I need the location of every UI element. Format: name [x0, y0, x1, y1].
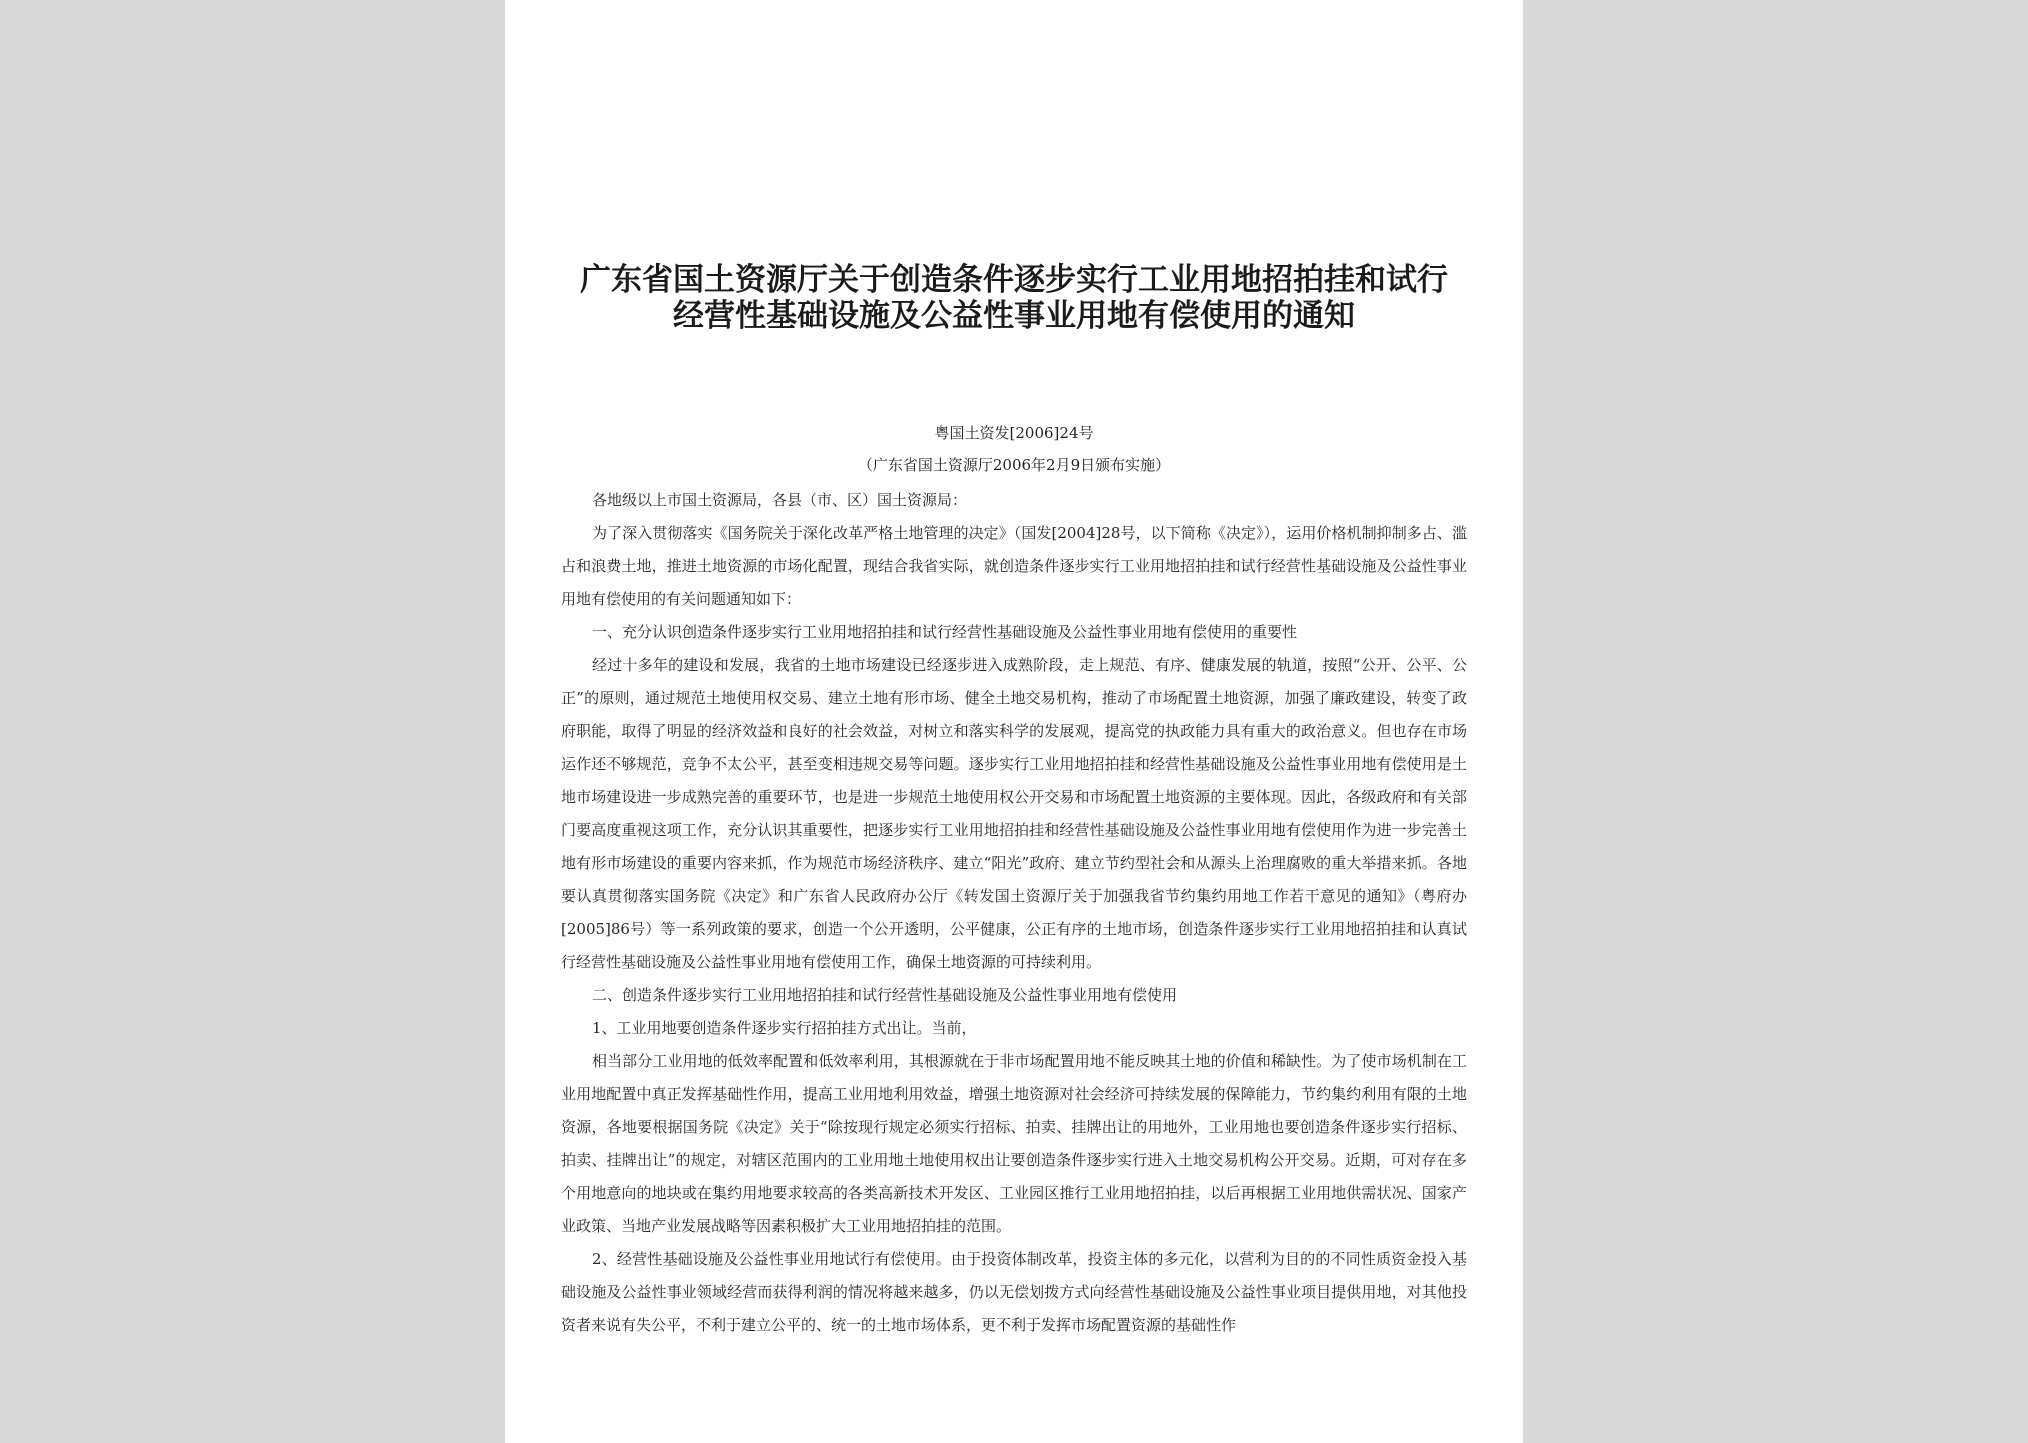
document-number: 粤国土资发[2006]24号 [934, 424, 1094, 442]
body-paragraph: 相当部分工业用地的低效率配置和低效率利用，其根源就在于非市场配置用地不能反映其土地的价值和稀缺性。为了使市场机制在工业用地配置中真正发挥基础性作用，提高工业用地利用效益，增强土地资源对社会经济可持续发展的保障能力，节约集约利用有限的土地资源，各地要根据国务院《决定》关于“除按现行规定必须实行招标、拍卖、挂牌出让的用地外，工业用地也要创造条件逐步实行招标、拍卖、挂牌出让”的规定，对辖区范围内的工业用地土地使用权出让要创造条件逐步实行进入土地交易机构公开交易。近期，可对存在多个用地意向的地块或在集约用地要求较高的各类高新技术开发区、工业园区推行工业用地招拍挂，以后再根据工业用地供需状况、国家产业政策、当地产业发展战略等因素积极扩大工业用地招拍挂的范围。 [561, 1052, 1467, 1235]
document-body [561, 484, 1467, 1342]
section-heading-2: 二、创造条件逐步实行工业用地招拍挂和试行经营性基础设施及公益性事业用地有偿使用 [592, 986, 1178, 1004]
publication-note: （广东省国土资源厅2006年2月9日颁布实施） [857, 456, 1171, 474]
section-heading-1: 一、充分认识创造条件逐步实行工业用地招拍挂和试行经营性基础设施及公益性事业用地有偿使用的重要性 [592, 623, 1298, 641]
intro-paragraph: 为了深入贯彻落实《国务院关于深化改革严格土地管理的决定》（国发[2004]28号，以下简称《决定》），运用价格机制抑制多占、滥占和浪费土地，推进土地资源的市场化配置，现结合我省实际，就创造条件逐步实行工业用地招拍挂和试行经营性基础设施及公益性事业用地有偿使用的有关问题通知如下： [561, 524, 1467, 608]
body-paragraph: 2、经营性基础设施及公益性事业用地试行有偿使用。由于投资体制改革，投资主体的多元化，以营利为目的的不同性质资金投入基础设施及公益性事业领域经营而获得利润的情况将越来越多，仍以无偿划拨方式向经营性基础设施及公益性事业项目提供用地，对其他投资者来说有失公平，不利于建立公平的、统一的土地市场体系，更不利于发挥市场配置资源的基础性作 [561, 1250, 1467, 1334]
document-title: 广东省国土资源厅关于创造条件逐步实行工业用地招拍挂和试行经营性基础设施及公益性事业用地有偿使用的通知 [580, 262, 1448, 334]
document-page [505, 0, 1523, 1443]
salutation: 各地级以上市国土资源局，各县（市、区）国土资源局： [592, 491, 968, 509]
body-paragraph: 经过十多年的建设和发展，我省的土地市场建设已经逐步进入成熟阶段，走上规范、有序、健康发展的轨道，按照“公开、公平、公正”的原则，通过规范土地使用权交易、建立土地有形市场、健全土地交易机构，推动了市场配置土地资源，加强了廉政建设，转变了政府职能，取得了明显的经济效益和良好的社会效益，对树立和落实科学的发展观，提高党的执政能力具有重大的政治意义。但也存在市场运作还不够规范，竞争不太公平，甚至变相违规交易等问题。逐步实行工业用地招拍挂和经营性基础设施及公益性事业用地有偿使用是土地市场建设进一步成熟完善的重要环节，也是进一步规范土地使用权公开交易和市场配置土地资源的主要体现。因此，各级政府和有关部门要高度重视这项工作，充分认识其重要性，把逐步实行工业用地招拍挂和经营性基础设施及公益性事业用地有偿使用作为进一步完善土地有形市场建设的重要内容来抓，作为规范市场经济秩序、建立“阳光”政府、建立节约型社会和从源头上治理腐败的重大举措来抓。各地要认真贯彻落实国务院《决定》和广东省人民政府办公厅《转发国土资源厅关于加强我省节约集约用地工作若干意见的通知》（粤府办[2005]86号）等一系列政策的要求，创造一个公开透明，公平健康，公正有序的土地市场，创造条件逐步实行工业用地招拍挂和认真试行经营性基础设施及公益性事业用地有偿使用工作，确保土地资源的可持续利用。 [561, 656, 1467, 971]
subsection-heading-1: 1、工业用地要创造条件逐步实行招拍挂方式出让。当前， [592, 1019, 977, 1037]
